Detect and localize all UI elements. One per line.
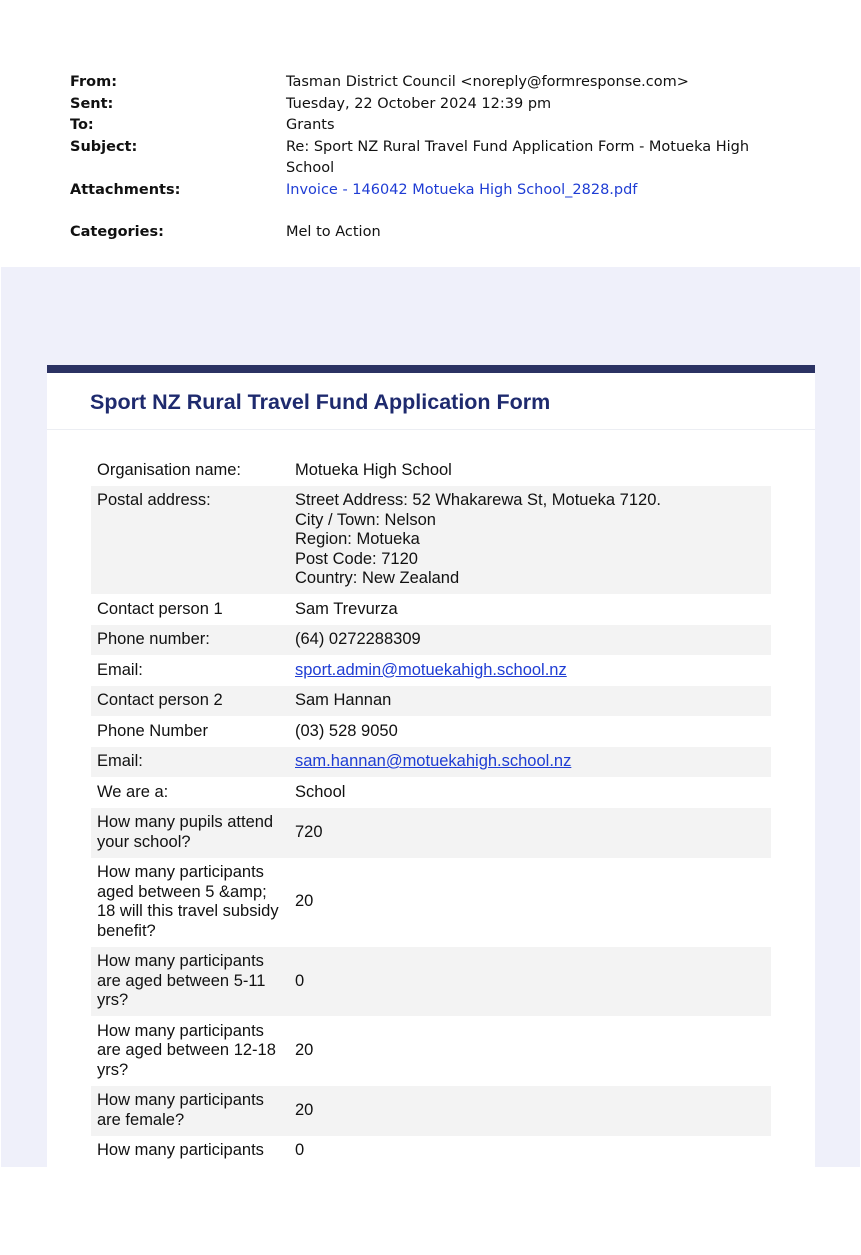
field-value xyxy=(295,486,771,595)
categories-label: Categories: xyxy=(70,224,164,240)
field-label: How many participants are aged between 12-18 yrs? xyxy=(97,1021,276,1079)
field-value: Sam Trevurza xyxy=(295,599,398,618)
email-link[interactable]: sam.hannan@motuekahigh.school.nz xyxy=(295,752,572,770)
field-label: How many pupils attend your school? xyxy=(97,813,274,851)
field-row-participants-5-11 xyxy=(91,947,771,1017)
form-fields-table xyxy=(91,455,771,1166)
field-label: How many participants aged between 5 &amp; 18 will this travel subsidy benefit? xyxy=(97,863,279,940)
to-value: Grants xyxy=(286,117,335,133)
title-divider xyxy=(47,429,815,430)
field-label: Email: xyxy=(97,660,143,679)
sent-label: Sent: xyxy=(70,95,114,112)
field-label: Organisation name: xyxy=(97,460,241,479)
field-row-participants-female xyxy=(91,1086,771,1136)
from-row xyxy=(70,72,790,94)
field-label: Phone Number xyxy=(97,721,208,740)
field-value: 20 xyxy=(295,1041,314,1059)
form-card xyxy=(47,365,815,1167)
address-country: Country: New Zealand xyxy=(295,569,460,587)
address-street: Street Address: 52 Whakarewa St, Motueka 7120. xyxy=(295,491,661,509)
field-row-email-2 xyxy=(91,747,771,778)
field-row-we-are-a xyxy=(91,777,771,808)
field-value: (64) 0272288309 xyxy=(295,630,421,648)
field-label: Phone number: xyxy=(97,630,210,648)
to-row xyxy=(70,115,790,137)
form-title: Sport NZ Rural Travel Fund Application Form xyxy=(90,390,551,414)
field-row-contact-person-2 xyxy=(91,686,771,717)
field-value xyxy=(295,747,771,778)
to-label: To: xyxy=(70,117,94,133)
field-row-phone-number xyxy=(91,625,771,656)
categories-value: Mel to Action xyxy=(286,224,381,240)
field-row-participants-cut-off xyxy=(91,1136,771,1167)
field-value: 0 xyxy=(295,1141,305,1159)
address-city: City / Town: Nelson xyxy=(295,510,436,529)
field-value xyxy=(295,655,771,686)
from-value: Tasman District Council <noreply@formresponse.com> xyxy=(286,74,689,90)
field-value: Motueka High School xyxy=(295,460,452,479)
field-value: 20 xyxy=(295,892,314,911)
field-row-email-1 xyxy=(91,655,771,686)
from-label: From: xyxy=(70,74,117,90)
field-row-phone-number-2 xyxy=(91,716,771,747)
field-label: Email: xyxy=(97,752,143,770)
field-label: Contact person 1 xyxy=(97,599,223,618)
field-row-postal-address xyxy=(91,486,771,595)
field-row-participants-5-18 xyxy=(91,858,771,947)
field-label: We are a: xyxy=(97,782,169,801)
field-label: How many participants are female? xyxy=(97,1091,264,1129)
field-value: 20 xyxy=(295,1100,314,1119)
subject-label: Subject: xyxy=(70,138,138,155)
field-value: (03) 528 9050 xyxy=(295,721,398,740)
field-row-organisation-name xyxy=(91,455,771,486)
address-region: Region: Motueka xyxy=(295,530,420,548)
field-row-pupils-count xyxy=(91,808,771,858)
email-link[interactable]: sport.admin@motuekahigh.school.nz xyxy=(295,660,567,679)
field-value: 0 xyxy=(295,971,305,990)
attachments-label: Attachments: xyxy=(70,181,181,198)
field-label: Postal address: xyxy=(97,491,211,509)
field-label: How many participants xyxy=(97,1141,264,1159)
field-label: Contact person 2 xyxy=(97,691,223,709)
attachment-link[interactable]: Invoice - 146042 Motueka High School_2828.pdf xyxy=(286,181,638,198)
subject-row xyxy=(70,137,790,180)
sent-row xyxy=(70,94,790,116)
subject-value: Re: Sport NZ Rural Travel Fund Application Form - Motueka High School xyxy=(286,138,750,176)
field-value: 720 xyxy=(295,822,323,841)
field-row-contact-person-1 xyxy=(91,594,771,625)
field-value: Sam Hannan xyxy=(295,691,392,709)
field-row-participants-12-18 xyxy=(91,1016,771,1086)
categories-row xyxy=(70,222,790,244)
sent-value: Tuesday, 22 October 2024 12:39 pm xyxy=(286,95,552,112)
email-header xyxy=(70,72,790,244)
header-spacer xyxy=(70,201,790,222)
field-label: How many participants are aged between 5-11 yrs? xyxy=(97,952,266,1009)
field-value: School xyxy=(295,782,346,801)
attachments-row xyxy=(70,180,790,202)
address-postcode: Post Code: 7120 xyxy=(295,549,418,568)
